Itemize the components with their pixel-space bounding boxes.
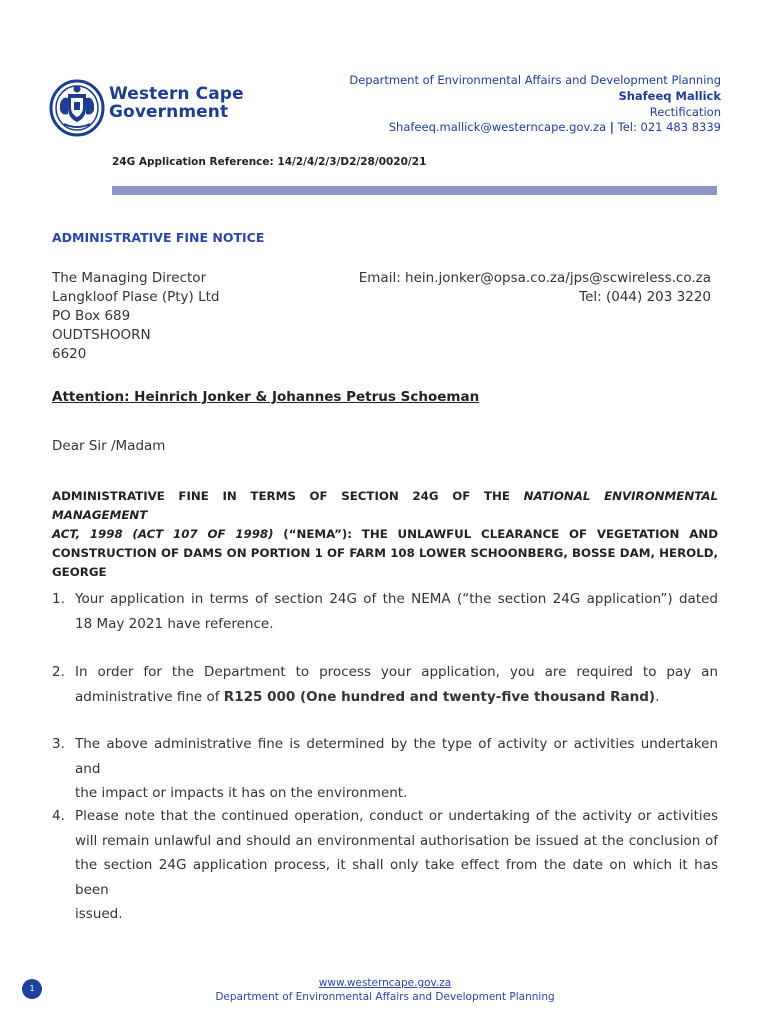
paragraph-line: Please note that the continued operation, conduct or undertaking of the activity or activities xyxy=(75,808,718,824)
header-tel: Tel: 021 483 8339 xyxy=(617,120,721,134)
header-contact-line xyxy=(389,120,721,134)
subject-text-3: CONSTRUCTION OF DAMS ON PORTION 1 OF FARM 108 LOWER SCHOONBERG, BOSSE DAM, HEROLD, xyxy=(52,546,718,560)
footer-department: Department of Environmental Affairs and Development Planning xyxy=(215,991,555,1003)
subject-text-4: GEORGE xyxy=(52,565,107,579)
paragraph-line: 18 May 2021 have reference. xyxy=(75,615,274,632)
notice-title: ADMINISTRATIVE FINE NOTICE xyxy=(52,230,265,245)
fine-text-lead: administrative fine of xyxy=(75,688,224,705)
subject-text-2: (“NEMA”): THE UNLAWFUL CLEARANCE OF VEGETATION AND xyxy=(273,527,718,541)
paragraph-number: 1. xyxy=(52,591,65,607)
header-contact-name: Shafeeq Mallick xyxy=(618,89,721,103)
paragraph-1 xyxy=(52,587,718,636)
page-number-badge: 1 xyxy=(22,979,42,999)
paragraph-line: In order for the Department to process your application, you are required to pay an xyxy=(75,664,718,680)
paragraph-line xyxy=(75,685,718,710)
paragraph-number: 4. xyxy=(52,808,65,824)
paragraph-number: 3. xyxy=(52,736,65,752)
header-email[interactable]: Shafeeq.mallick@westerncape.gov.za xyxy=(388,120,607,134)
subject-heading xyxy=(52,487,718,582)
logo-text-line1: Western Cape xyxy=(109,84,244,104)
paragraph-line: the section 24G application process, it shall only take effect from the date on which it has been xyxy=(75,857,718,898)
subject-act-number: ACT, 1998 (ACT 107 OF 1998) xyxy=(52,527,274,541)
attention-line: Attention: Heinrich Jonker & Johannes Petrus Schoeman xyxy=(52,389,480,405)
logo-text-line2: Government xyxy=(109,102,229,122)
header-divider-bar xyxy=(112,186,717,195)
paragraph-line: the impact or impacts it has on the environment. xyxy=(75,785,408,801)
paragraph-number: 2. xyxy=(52,664,65,680)
salutation: Dear Sir /Madam xyxy=(52,438,166,454)
recipient-line-3: PO Box 689 xyxy=(52,308,131,324)
fine-amount: R125 000 (One hundred and twenty-five thousand Rand) xyxy=(223,688,656,705)
fine-text-end: . xyxy=(655,688,660,705)
recipient-tel: Tel: (044) 203 3220 xyxy=(579,289,711,305)
footer-website[interactable]: www.westerncape.gov.za xyxy=(318,977,452,989)
paragraph-2 xyxy=(52,660,718,709)
wcg-logo xyxy=(48,74,248,140)
recipient-email: Email: hein.jonker@opsa.co.za/jps@scwireless.co.za xyxy=(358,270,711,286)
header-unit: Rectification xyxy=(649,105,721,119)
paragraph-line: will remain unlawful and should an environmental authorisation be issued at the conclusion of xyxy=(75,832,718,849)
paragraph-3 xyxy=(52,732,718,806)
paragraph-4 xyxy=(52,804,718,927)
footer-website-link xyxy=(0,977,770,989)
header-separator: | xyxy=(609,120,614,134)
coat-of-arms-icon xyxy=(48,74,106,140)
recipient-line-2: Langkloof Plase (Pty) Ltd xyxy=(52,289,220,305)
paragraph-line: issued. xyxy=(75,906,123,922)
paragraph-line: Your application in terms of section 24G of the NEMA (“the section 24G application”) dated xyxy=(75,591,718,607)
subject-text-1: ADMINISTRATIVE FINE IN TERMS OF SECTION 24G OF THE xyxy=(52,489,524,503)
paragraph-line: The above administrative fine is determined by the type of activity or activities undertaken and xyxy=(75,736,718,777)
subject-act-name: NATIONAL ENVIRONMENTAL MANAGEMENT xyxy=(52,489,718,522)
recipient-line-5: 6620 xyxy=(52,346,87,362)
application-reference: 24G Application Reference: 14/2/4/2/3/D2/28/0020/21 xyxy=(112,156,427,168)
recipient-line-4: OUDTSHOORN xyxy=(52,327,151,343)
recipient-line-1: The Managing Director xyxy=(52,270,207,286)
header-department: Department of Environmental Affairs and Development Planning xyxy=(349,73,721,87)
